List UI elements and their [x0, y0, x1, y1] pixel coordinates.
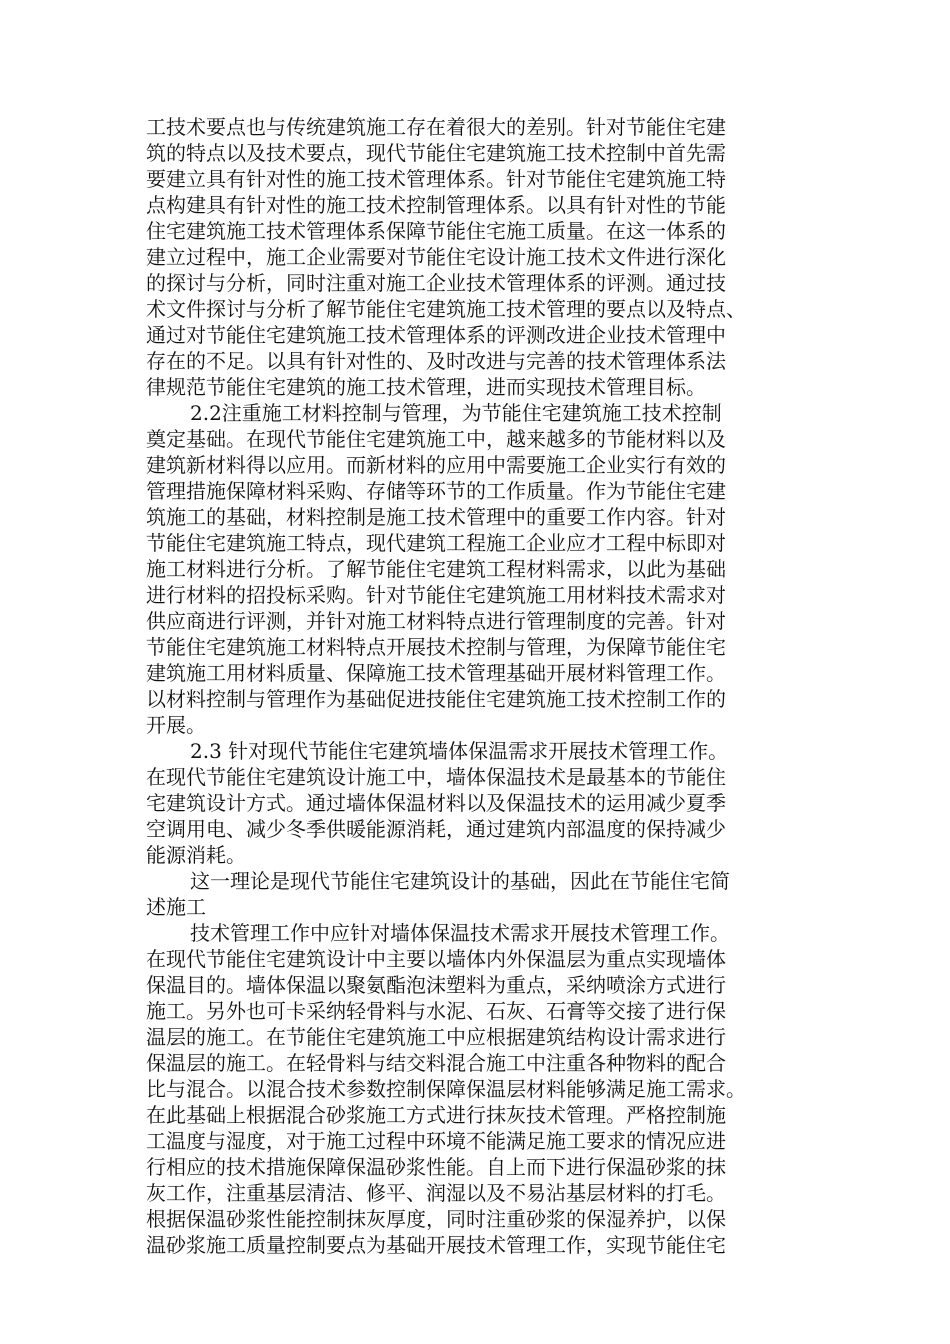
- text-line: 保温目的。墙体保温以聚氨酯泡沫塑料为重点，采纳喷涂方式进行: [146, 973, 726, 997]
- text-line: 术文件探讨与分析了解节能住宅建筑施工技术管理的要点以及特点、: [146, 297, 746, 321]
- text-line: 比与混合。以混合技术参数控制保障保温层材料能够满足施工需求。: [146, 1077, 746, 1101]
- text-line: 建筑施工用材料质量、保障施工技术管理基础开展材料管理工作。: [146, 661, 726, 685]
- text-line: 空调用电、减少冬季供暖能源消耗，通过建筑内部温度的保持减少: [146, 817, 726, 841]
- text-line: 通过对节能住宅建筑施工技术管理体系的评测改进企业技术管理中: [146, 323, 726, 347]
- text-line: 温层的施工。在节能住宅建筑施工中应根据建筑结构设计需求进行: [146, 1025, 726, 1049]
- text-line: 筑施工的基础，材料控制是施工技术管理中的重要工作内容。针对: [146, 505, 726, 529]
- text-line: 建筑新材料得以应用。而新材料的应用中需要施工企业实行有效的: [146, 453, 726, 477]
- text-line: 施工材料进行分析。了解节能住宅建筑工程材料需求，以此为基础: [146, 557, 726, 581]
- text-line: 宅建筑设计方式。通过墙体保温材料以及保温技术的运用减少夏季: [146, 791, 726, 815]
- text-line: 住宅建筑施工技术管理体系保障节能住宅施工质量。在这一体系的: [146, 219, 726, 243]
- text-line: 保温层的施工。在轻骨料与结交料混合施工中注重各种物料的配合: [146, 1051, 726, 1075]
- section-heading-2-2: 2.2注重施工材料控制与管理，为节能住宅建筑施工技术控制: [190, 401, 722, 425]
- paragraph-start: 这一理论是现代节能住宅建筑设计的基础，因此在节能住宅简: [190, 869, 730, 893]
- text-line: 行相应的技术措施保障保温砂浆性能。自上而下进行保温砂浆的抹: [146, 1155, 726, 1179]
- text-line: 工技术要点也与传统建筑施工存在着很大的差别。针对节能住宅建: [146, 115, 726, 139]
- text-line: 根据保温砂浆性能控制抹灰厚度，同时注重砂浆的保湿养护，以保: [146, 1207, 726, 1231]
- text-line: 管理措施保障材料采购、存储等环节的工作质量。作为节能住宅建: [146, 479, 726, 503]
- body-text: [146, 114, 816, 1258]
- text-line: 能源消耗。: [146, 843, 246, 867]
- text-line: 进行材料的招投标采购。针对节能住宅建筑施工用材料技术需求对: [146, 583, 726, 607]
- paragraph-start: 技术管理工作中应针对墙体保温技术需求开展技术管理工作。: [190, 921, 730, 945]
- text-line: 灰工作，注重基层清洁、修平、润湿以及不易沾基层材料的打毛。: [146, 1181, 726, 1205]
- text-line: 温砂浆施工质量控制要点为基础开展技术管理工作，实现节能住宅: [146, 1233, 726, 1257]
- text-line: 节能住宅建筑施工材料特点开展技术控制与管理，为保障节能住宅: [146, 635, 726, 659]
- text-line: 奠定基础。在现代节能住宅建筑施工中，越来越多的节能材料以及: [146, 427, 726, 451]
- text-line: 以材料控制与管理作为基础促进技能住宅建筑施工技术控制工作的: [146, 687, 726, 711]
- text-line: 在现代节能住宅建筑设计中主要以墙体内外保温层为重点实现墙体: [146, 947, 726, 971]
- text-line: 开展。: [146, 713, 206, 737]
- section-heading-2-3: 2.3 针对现代节能住宅建筑墙体保温需求开展技术管理工作。: [190, 739, 729, 763]
- text-line: 在此基础上根据混合砂浆施工方式进行抹灰技术管理。严格控制施: [146, 1103, 726, 1127]
- text-line: 施工。另外也可卡采纳轻骨料与水泥、石灰、石膏等交接了进行保: [146, 999, 726, 1023]
- text-line: 要建立具有针对性的施工技术管理体系。针对节能住宅建筑施工特: [146, 167, 726, 191]
- text-line: 述施工: [146, 895, 206, 919]
- text-line: 点构建具有针对性的施工技术控制管理体系。以具有针对性的节能: [146, 193, 726, 217]
- text-line: 供应商进行评测，并针对施工材料特点进行管理制度的完善。针对: [146, 609, 726, 633]
- text-line: 筑的特点以及技术要点，现代节能住宅建筑施工技术控制中首先需: [146, 141, 726, 165]
- text-line: 的探讨与分析，同时注重对施工企业技术管理体系的评测。通过技: [146, 271, 726, 295]
- text-line: 在现代节能住宅建筑设计施工中，墙体保温技术是最基本的节能住: [146, 765, 726, 789]
- text-line: 节能住宅建筑施工特点，现代建筑工程施工企业应才工程中标即对: [146, 531, 726, 555]
- text-line: 律规范节能住宅建筑的施工技术管理，进而实现技术管理目标。: [146, 375, 706, 399]
- text-line: 工温度与湿度，对于施工过程中环境不能满足施工要求的情况应进: [146, 1129, 726, 1153]
- text-line: 存在的不足。以具有针对性的、及时改进与完善的技术管理体系法: [146, 349, 726, 373]
- text-line: 建立过程中，施工企业需要对节能住宅设计施工技术文件进行深化: [146, 245, 726, 269]
